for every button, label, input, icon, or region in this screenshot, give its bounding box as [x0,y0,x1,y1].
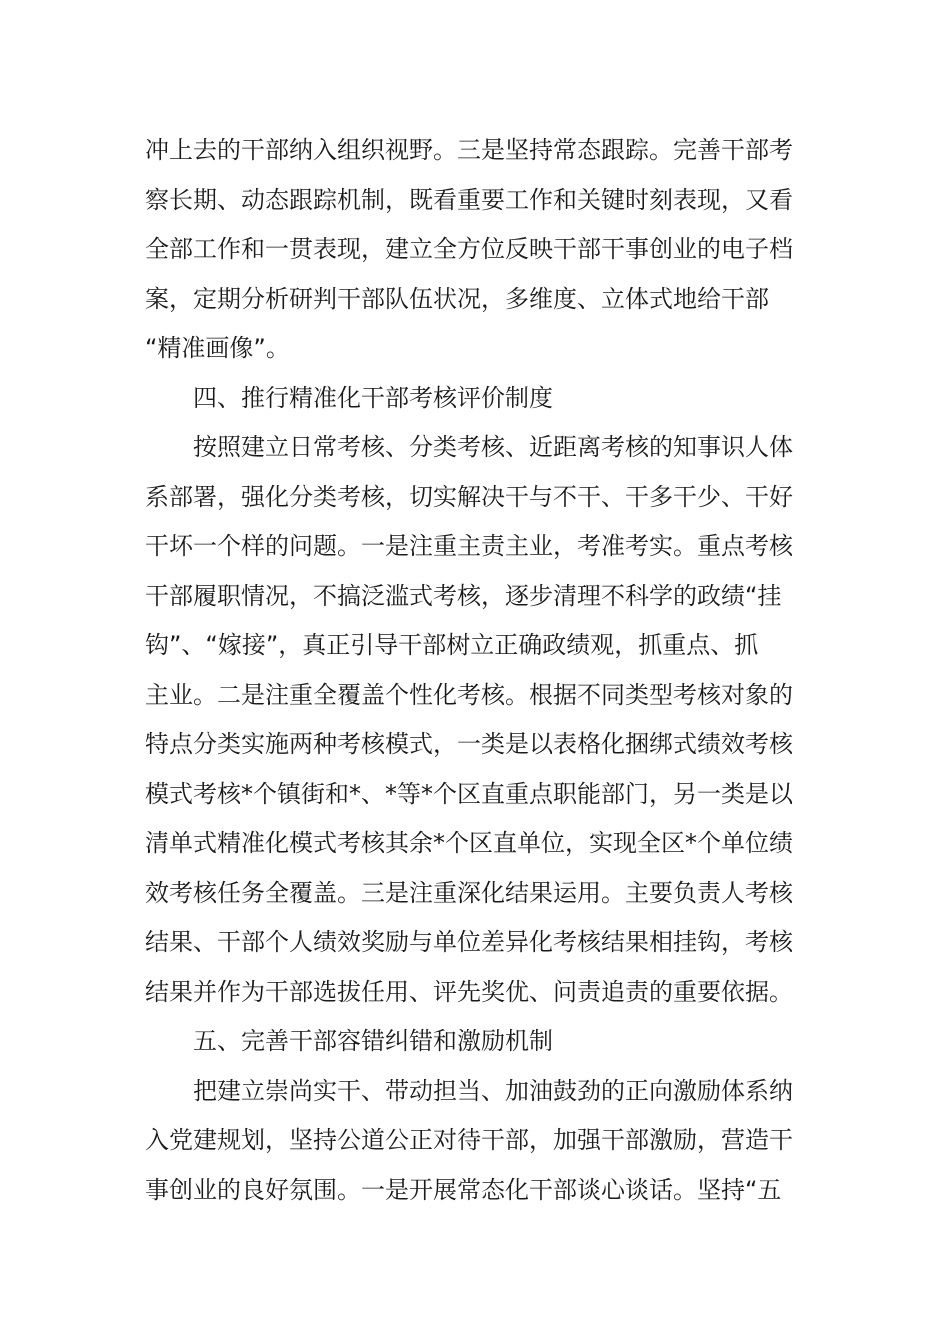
text-line: “精准画像”。 [145,334,290,362]
text-line: 案，定期分析研判干部队伍状况，多维度、立体式地给干部 [145,284,769,313]
text-line: 事创业的良好氛围。一是开展常态化干部谈心谈话。坚持“五 [145,1175,782,1204]
text-line: 钩”、“嫁接”，真正引导干部树立正确政绩观，抓重点、抓 [145,631,759,659]
paragraph-start-line: 四、推行精准化干部考核评价制度 [193,383,553,412]
text-line: 入党建规划，坚持公道公正对待干部，加强干部激励，营造干 [145,1126,793,1154]
text-line: 察长期、动态跟踪机制，既看重要工作和关键时刻表现，又看 [145,185,793,214]
paragraph-start-line: 按照建立日常考核、分类考核、近距离考核的知事识人体 [193,433,793,461]
text-line: 冲上去的干部纳入组织视野。三是坚持常态跟踪。完善干部考 [145,136,793,164]
text-line: 模式考核*个镇街和*、*等*个区直重点职能部门，另一类是以 [145,779,793,808]
text-line: 干坏一个样的问题。一是注重主责主业，考准考实。重点考核 [145,532,793,560]
text-line: 结果、干部个人绩效奖励与单位差异化考核结果相挂钩，考核 [145,928,793,956]
text-line: 清单式精准化模式考核其余*个区直单位，实现全区*个单位绩 [145,829,793,857]
text-line: 主业。二是注重全覆盖个性化考核。根据不同类型考核对象的 [145,680,793,709]
paragraph-start-line: 五、完善干部容错纠错和激励机制 [193,1027,553,1055]
text-line: 干部履职情况，不搞泛滥式考核，逐步清理不科学的政绩“挂 [145,581,782,610]
text-line: 特点分类实施两种考核模式，一类是以表格化捆绑式绩效考核 [145,730,793,758]
document-body [145,126,805,1215]
text-line: 结果并作为干部选拔任用、评先奖优、问责追责的重要依据。 [145,977,793,1006]
paragraph-start-line: 把建立崇尚实干、带动担当、加油鼓劲的正向激励体系纳 [193,1076,793,1105]
text-line: 系部署，强化分类考核，切实解决干与不干、干多干少、干好 [145,482,793,511]
text-line: 全部工作和一贯表现，建立全方位反映干部干事创业的电子档 [145,235,793,263]
text-line: 效考核任务全覆盖。三是注重深化结果运用。主要负责人考核 [145,878,793,907]
